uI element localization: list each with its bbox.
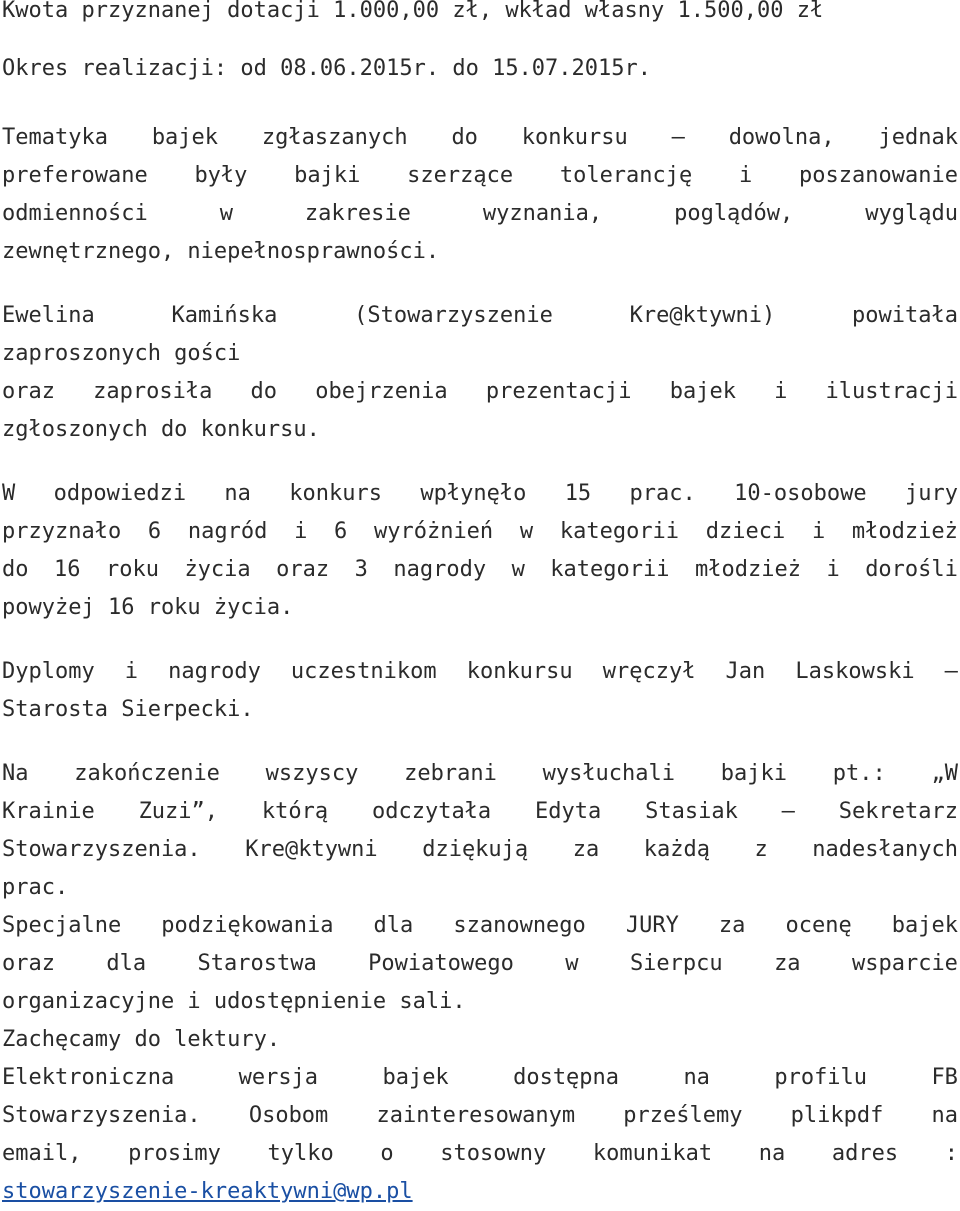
paragraph-last-line: organizacyjne i udostępnienie sali. [2, 989, 466, 1014]
word: Specjalne [2, 913, 122, 938]
word: powitała [852, 303, 958, 328]
word: na [683, 1065, 710, 1090]
document-body [2, 0, 958, 1211]
word: nagrody [393, 557, 487, 582]
word: poglądów, [674, 201, 794, 226]
word: W [2, 481, 16, 506]
word: oraz [2, 951, 55, 976]
word: szerzące [407, 163, 514, 188]
word: zaprosiła [93, 379, 213, 404]
word: były [194, 163, 248, 188]
word: (Stowarzyszenie [354, 303, 553, 328]
justified-line [2, 1135, 958, 1173]
word: bajek [669, 379, 736, 404]
word: 6 [334, 519, 348, 544]
paragraph-last-line: zewnętrznego, niepełnosprawności. [2, 239, 440, 264]
word: wręczył [602, 659, 696, 684]
paragraph-last-line: zgłoszonych do konkursu. [2, 417, 320, 442]
word: Dyplomy [2, 659, 95, 684]
word: Ewelina [2, 303, 95, 328]
word: dziękują [422, 837, 529, 862]
word: Osobom [248, 1103, 329, 1128]
word: wysłuchali [542, 761, 676, 786]
word: zebrani [404, 761, 497, 786]
awards-paragraph [2, 653, 958, 729]
word: za [774, 951, 801, 976]
word: prac. [629, 481, 696, 506]
justified-line [2, 1059, 958, 1097]
word: jury [904, 481, 958, 506]
email-line [2, 1173, 958, 1211]
word: dla [373, 913, 414, 938]
word: prezentacji [485, 379, 632, 404]
word: na [758, 1141, 786, 1166]
word: odpowiedzi [53, 481, 187, 506]
word: – [671, 125, 685, 150]
word: nagrody [168, 659, 261, 684]
topic-paragraph [2, 119, 958, 271]
word: Laskowski [795, 659, 915, 684]
justified-line [2, 945, 958, 983]
word: o [380, 1141, 394, 1166]
word: obejrzenia [315, 379, 448, 404]
justified-line [2, 297, 958, 335]
email-link[interactable]: stowarzyszenie-kreaktywni@wp.pl [2, 1179, 413, 1204]
period-line: Okres realizacji: od 08.06.2015r. do 15.07.2015r. [2, 56, 652, 81]
word: i [826, 557, 840, 582]
word: komunikat [592, 1141, 713, 1166]
justified-line [2, 373, 958, 411]
paragraph-last-line: powyżej 16 roku życia. [2, 595, 294, 620]
word: Stasiak [645, 799, 738, 824]
word: konkurs [289, 481, 382, 506]
justified-line [2, 551, 958, 589]
welcome-paragraph [2, 297, 958, 449]
word: uczestnikom [290, 659, 437, 684]
word: kategorii [559, 519, 680, 544]
closing-paragraph [2, 755, 958, 1211]
word: oraz [276, 557, 330, 582]
word: wszyscy [265, 761, 359, 786]
word: którą [261, 799, 329, 824]
justified-line [2, 475, 958, 513]
word: tolerancję [559, 163, 693, 188]
word: zakończenie [74, 761, 220, 786]
paragraph-line: zaproszonych gości [2, 341, 241, 366]
word: Sierpcu [629, 951, 723, 976]
word: wpłynęło [420, 481, 527, 506]
word: przyznało [2, 519, 122, 544]
word: jednak [878, 125, 958, 150]
word: oraz [2, 379, 55, 404]
word: tylko [267, 1141, 334, 1166]
word: Jan [725, 659, 766, 684]
word: email, [2, 1141, 82, 1166]
word: Starostwa [197, 951, 317, 976]
word: Na [2, 761, 29, 786]
word: bajek [151, 125, 219, 150]
word: Powiatowego [368, 951, 514, 976]
word: w [511, 557, 525, 582]
justified-line [2, 195, 958, 233]
justified-line [2, 755, 958, 793]
word: dostępna [513, 1065, 620, 1090]
word: w [219, 201, 233, 226]
justified-line [2, 119, 958, 157]
word: młodzież [851, 519, 958, 544]
word: Krainie [2, 799, 95, 824]
justified-line [2, 1097, 958, 1135]
word: Tematyka [2, 125, 108, 150]
word: pt.: [832, 761, 886, 786]
word: Stowarzyszenia. [2, 837, 201, 862]
word: podziękowania [161, 913, 334, 938]
word: młodzież [695, 557, 801, 582]
word: Kamińska [171, 303, 278, 328]
word: „W [931, 761, 958, 786]
word: 15 [564, 481, 592, 506]
word: zgłaszanych [261, 125, 408, 150]
word: Kre@ktywni) [629, 303, 776, 328]
word: w [519, 519, 534, 544]
word: 10-osobowe [734, 481, 867, 506]
word: wyznania, [482, 201, 603, 226]
word: szanownego [453, 913, 586, 938]
word: za [718, 913, 746, 938]
word: Elektroniczna [2, 1065, 175, 1090]
word: 3 [354, 557, 368, 582]
word: do [250, 379, 278, 404]
word: adres [831, 1141, 899, 1166]
word: wyglądu [865, 201, 958, 226]
word: FB [931, 1065, 958, 1090]
word: zainteresowanym [376, 1103, 576, 1128]
word: życia [184, 557, 251, 582]
word: i [294, 519, 308, 544]
word: dzieci [705, 519, 786, 544]
word: wyróżnień [373, 519, 494, 544]
word: preferowane [2, 163, 148, 188]
word: i [774, 379, 788, 404]
word: odczytała [371, 799, 492, 824]
word: kategorii [550, 557, 670, 582]
word: na [224, 481, 251, 506]
word: konkursu [466, 659, 573, 684]
word: Zuzi”, [138, 799, 219, 824]
word: i [739, 163, 753, 188]
justified-line [2, 831, 958, 869]
word: i [124, 659, 139, 684]
results-paragraph [2, 475, 958, 627]
word: w [565, 951, 579, 976]
word: bajki [294, 163, 361, 188]
word: JURY [625, 913, 679, 938]
justified-line [2, 157, 958, 195]
word: plikpdf [790, 1103, 884, 1128]
word: bajek [382, 1065, 449, 1090]
justified-line [2, 513, 958, 551]
funding-line: Kwota przyznanej dotacji 1.000,00 zł, wkład własny 1.500,00 zł [2, 0, 824, 23]
word: z [754, 837, 768, 862]
paragraph-last-line: Starosta Sierpecki. [2, 697, 254, 722]
word: odmienności [2, 201, 148, 226]
word: zakresie [304, 201, 411, 226]
word: Kre@ktywni [245, 837, 378, 862]
paragraph-last-line: prac. [2, 875, 69, 900]
word: nagród [187, 519, 268, 544]
word: prosimy [128, 1141, 221, 1166]
word: dla [106, 951, 147, 976]
word: bajki [720, 761, 787, 786]
word: – [944, 659, 958, 684]
word: roku [105, 557, 159, 582]
word: profilu [774, 1065, 868, 1090]
word: – [781, 799, 795, 824]
word: na [931, 1103, 958, 1128]
word: bajek [891, 913, 958, 938]
word: Edyta [535, 799, 602, 824]
word: za [572, 837, 600, 862]
word: 16 [53, 557, 81, 582]
word: stosowny [440, 1141, 547, 1166]
word: poszanowanie [799, 163, 958, 188]
word: Stowarzyszenia. [2, 1103, 201, 1128]
word: prześlemy [623, 1103, 743, 1128]
justified-line [2, 653, 958, 691]
word: wsparcie [851, 951, 958, 976]
word: i [811, 519, 826, 544]
word: konkursu [521, 125, 628, 150]
invitation-line: Zachęcamy do lektury. [2, 1027, 281, 1052]
justified-line [2, 793, 958, 831]
word: : [944, 1141, 958, 1166]
word: ilustracji [825, 379, 958, 404]
word: 6 [147, 519, 162, 544]
word: do [2, 557, 29, 582]
word: nadesłanych [812, 837, 958, 862]
word: każdą [643, 837, 710, 862]
word: wersja [238, 1065, 319, 1090]
word: dorośli [865, 557, 958, 582]
justified-line [2, 907, 958, 945]
word: ocenę [785, 913, 852, 938]
word: dowolna, [728, 125, 835, 150]
word: Sekretarz [838, 799, 958, 824]
word: do [451, 125, 478, 150]
